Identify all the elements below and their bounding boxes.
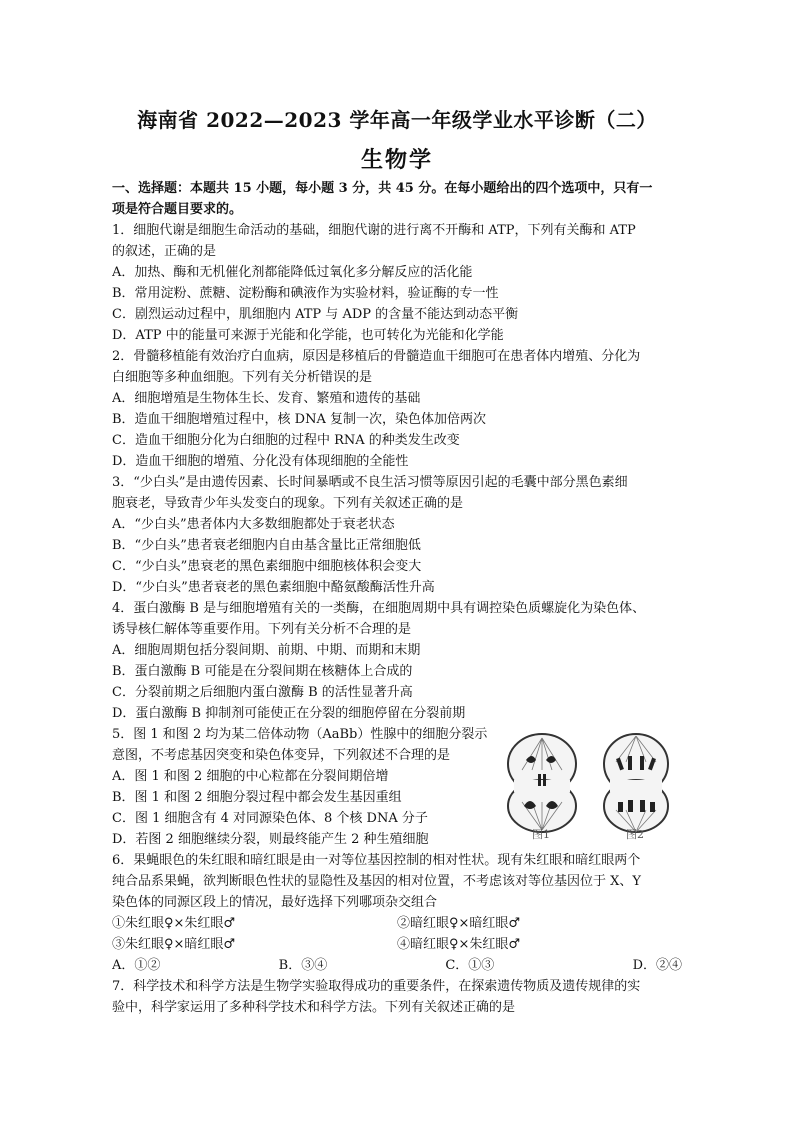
cross-option: ①朱红眼♀×朱红眼♂ [112, 916, 236, 931]
section-heading: 项是符合题目要求的。 [112, 202, 243, 217]
question-stem: 意图，不考虑基因突变和染色体变异，下列叙述不合理的是 [112, 748, 451, 763]
question-stem: 验中，科学家运用了多种科学技术和科学方法。下列有关叙述正确的是 [112, 1000, 516, 1015]
option-c: C．分裂前期之后细胞内蛋白激酶 B 的活性显著升高 [112, 685, 413, 700]
question-body [112, 178, 682, 1018]
question-stem: 1．细胞代谢是细胞生命活动的基础，细胞代谢的进行离不开酶和 ATP，下列有关酶和 ATP [112, 223, 636, 238]
option-d: D．“少白头”患者衰老的黑色素细胞中酪氨酸酶活性升高 [112, 580, 435, 595]
question-stem: 胞衰老，导致青少年头发变白的现象。下列有关叙述正确的是 [112, 496, 464, 511]
question-stem: 染色体的同源区段上的情况，最好选择下列哪项杂交组合 [112, 895, 438, 910]
question-stem: 的叙述，正确的是 [112, 244, 217, 259]
cross-option: ②暗红眼♀×暗红眼♂ [397, 916, 521, 931]
question-stem: 纯合品系果蝇，欲判断眼色性状的显隐性及基因的相对位置，不考虑该对等位基因位于 X、Y [112, 874, 641, 889]
figure-2-caption: 图2 [626, 828, 644, 841]
option-c: C．“少白头”患衰老的黑色素细胞中细胞核体积会变大 [112, 559, 422, 574]
option-d: D．造血干细胞的增殖、分化没有体现细胞的全能性 [112, 454, 409, 469]
question-2 [112, 346, 682, 472]
option-c: C．①③ [445, 958, 495, 973]
option-a: A．“少白头”患者体内大多数细胞都处于衰老状态 [112, 517, 395, 532]
exam-title: 海南省 2022—2023 学年高一年级学业水平诊断（二） [137, 108, 657, 132]
cross-option: ③朱红眼♀×暗红眼♂ [112, 937, 236, 952]
cell-figure-svg [500, 730, 682, 840]
subject-title: 生物学 [360, 147, 433, 173]
option-b: B．造血干细胞增殖过程中，核 DNA 复制一次，染色体加倍两次 [112, 412, 487, 427]
option-c: C．图 1 细胞含有 4 对同源染色体、8 个核 DNA 分子 [112, 811, 428, 826]
question-stem: 诱导核仁解体等重要作用。下列有关分析不合理的是 [112, 622, 412, 637]
question-stem: 4．蛋白激酶 B 是与细胞增殖有关的一类酶，在细胞周期中具有调控染色质螺旋化为染色体、 [112, 601, 646, 616]
figure-1-caption: 图1 [532, 828, 550, 841]
option-d: D．蛋白激酶 B 抑制剂可能使正在分裂的细胞停留在分裂前期 [112, 706, 466, 721]
option-b: B．③④ [278, 958, 328, 973]
option-a: A．①② [112, 958, 161, 973]
option-c: C．造血干细胞分化为白细胞的过程中 RNA 的种类发生改变 [112, 433, 460, 448]
cross-row [112, 934, 682, 955]
option-a: A．细胞周期包括分裂间期、前期、中期、而期和末期 [112, 643, 421, 658]
question-stem: 5．图 1 和图 2 均为某二倍体动物（AaBb）性腺中的细胞分裂示 [112, 727, 488, 742]
option-a: A．图 1 和图 2 细胞的中心粒都在分裂间期倍增 [112, 769, 389, 784]
option-b: B．“少白头”患者衰老细胞内自由基含量比正常细胞低 [112, 538, 421, 553]
option-d: D．②④ [632, 958, 682, 973]
question-3 [112, 472, 682, 598]
option-a: A．细胞增殖是生物体生长、发育、繁殖和遗传的基础 [112, 391, 421, 406]
question-stem: 6．果蝇眼色的朱红眼和暗红眼是由一对等位基因控制的相对性状。现有朱红眼和暗红眼两个 [112, 853, 641, 868]
answer-options [112, 955, 682, 976]
option-d: D．若图 2 细胞继续分裂，则最终能产生 2 种生殖细胞 [112, 832, 429, 847]
option-b: B．常用淀粉、蔗糖、淀粉酶和碘液作为实验材料，验证酶的专一性 [112, 286, 499, 301]
question-stem: 2．骨髓移植能有效治疗白血病，原因是移植后的骨髓造血干细胞可在患者体内增殖、分化为 [112, 349, 641, 364]
cell-division-figures [500, 730, 682, 840]
cross-row [112, 913, 682, 934]
option-b: B．蛋白激酶 B 可能是在分裂间期在核糖体上合成的 [112, 664, 413, 679]
option-d: D．ATP 中的能量可来源于光能和化学能，也可转化为光能和化学能 [112, 328, 504, 343]
option-c: C．剧烈运动过程中，肌细胞内 ATP 与 ADP 的含量不能达到动态平衡 [112, 307, 519, 322]
question-stem: 3．“少白头”是由遗传因素、长时间暴晒或不良生活习惯等原因引起的毛囊中部分黑色素细 [112, 475, 628, 490]
cross-option: ④暗红眼♀×朱红眼♂ [397, 937, 521, 952]
option-b: B．图 1 和图 2 细胞分裂过程中都会发生基因重组 [112, 790, 402, 805]
option-a: A．加热、酶和无机催化剂都能降低过氧化多分解反应的活化能 [112, 265, 473, 280]
question-6 [112, 850, 682, 976]
question-stem: 白细胞等多种血细胞。下列有关分析错误的是 [112, 370, 373, 385]
section-heading: 一、选择题：本题共 15 小题，每小题 3 分，共 45 分。在每小题给出的四个选项中，只有一 [112, 181, 653, 196]
question-1 [112, 220, 682, 346]
question-4 [112, 598, 682, 724]
question-7 [112, 976, 682, 1018]
question-stem: 7．科学技术和科学方法是生物学实验取得成功的重要条件，在探索遗传物质及遗传规律的实 [112, 979, 641, 994]
